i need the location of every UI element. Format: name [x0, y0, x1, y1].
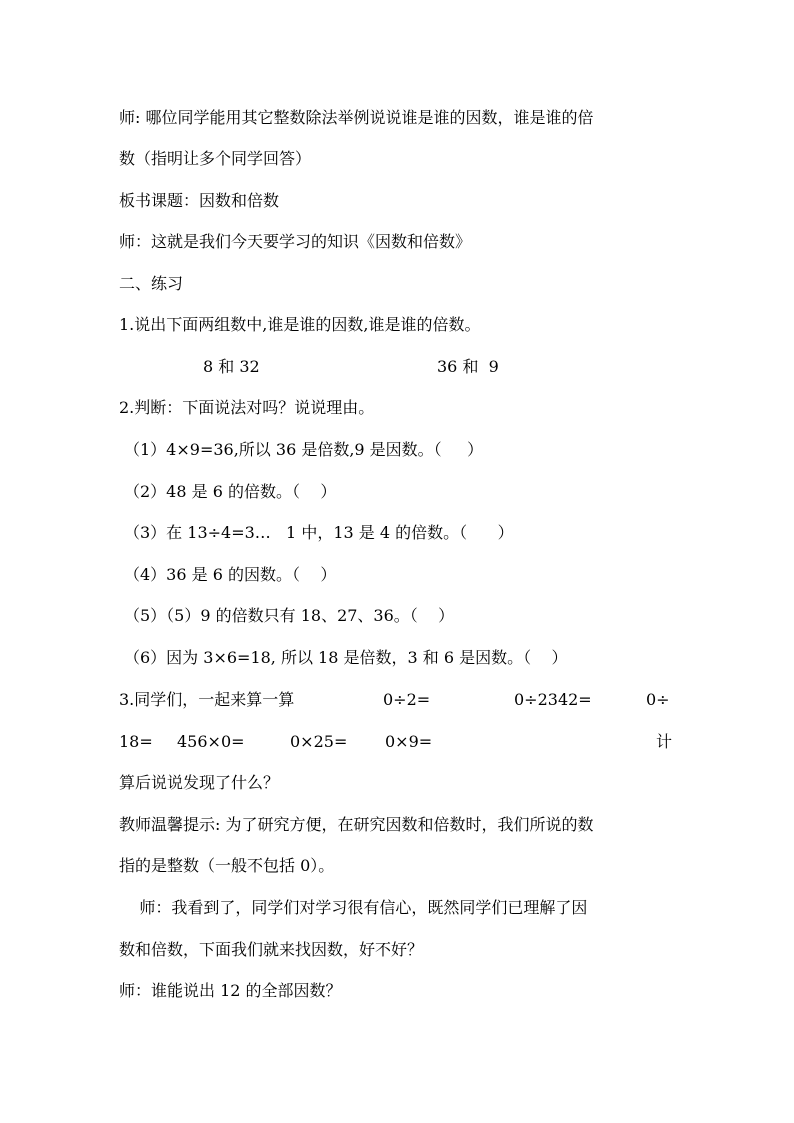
- exercise-2-item-2: （2）48 是 6 的倍数。（ ）: [124, 482, 337, 501]
- exercise-2-item-3: （3）在 13÷4=3… 1 中，13 是 4 的倍数。（ ）: [124, 523, 514, 542]
- paragraph-teacher-question: 师: 哪位同学能用其它整数除法举例说说谁是谁的因数，谁是谁的倍: [119, 108, 594, 127]
- exercise-2-item-5: （5）（5）9 的倍数只有 18、27、36。（ ）: [124, 606, 455, 625]
- exercise-1-pair-b: 36 和 9: [437, 357, 499, 376]
- exercise-2-item-1: （1）4×9=36,所以 36 是倍数,9 是因数。（ ）: [124, 440, 484, 459]
- exercise-3-followup: 算后说说发现了什么？: [119, 773, 280, 792]
- exercise-3-calc-4: 456×0=: [177, 732, 245, 751]
- paragraph-teacher-question-cont: 数（指明让多个同学回答）: [119, 149, 312, 168]
- exercise-2-prompt: 2.判断：下面说法对吗？说说理由。: [119, 398, 375, 417]
- exercise-3-calc-3-start: 0÷: [646, 690, 670, 709]
- exercise-3-calc-5: 0×25=: [290, 732, 348, 751]
- paragraph-board-title: 板书课题：因数和倍数: [119, 191, 280, 210]
- exercise-3-calc-3-end: 18=: [119, 732, 153, 751]
- teacher-remark: 师：我看到了，同学们对学习很有信心，既然同学们已理解了因: [119, 898, 588, 917]
- exercise-3-calc-6: 0×9=: [385, 732, 433, 751]
- teacher-remark-cont: 数和倍数，下面我们就来找因数，好不好？: [119, 940, 424, 959]
- paragraph-teacher-intro: 师：这就是我们今天要学习的知识《因数和倍数》: [119, 232, 472, 251]
- exercise-1-prompt: 1.说出下面两组数中,谁是谁的因数,谁是谁的倍数。: [119, 315, 481, 334]
- exercise-3-calc-1: 0÷2=: [383, 690, 431, 709]
- teacher-tip-cont: 指的是整数（一般不包括 0）。: [119, 856, 335, 875]
- exercise-2-item-4: （4）36 是 6 的因数。（ ）: [124, 565, 337, 584]
- teacher-tip: 教师温馨提示: 为了研究方便，在研究因数和倍数时，我们所说的数: [119, 815, 594, 834]
- exercise-1-pair-a: 8 和 32: [203, 357, 260, 376]
- section-heading-practice: 二、练习: [119, 274, 184, 293]
- exercise-2-item-6: （6）因为 3×6=18, 所以 18 是倍数，3 和 6 是因数。（ ）: [124, 648, 568, 667]
- exercise-3-calc-2: 0÷2342=: [514, 690, 592, 709]
- teacher-question-factors-12: 师：谁能说出 12 的全部因数？: [119, 981, 342, 1000]
- exercise-3-prompt: 3.同学们，一起来算一算: [119, 690, 295, 709]
- exercise-3-followup-start: 计: [656, 732, 673, 751]
